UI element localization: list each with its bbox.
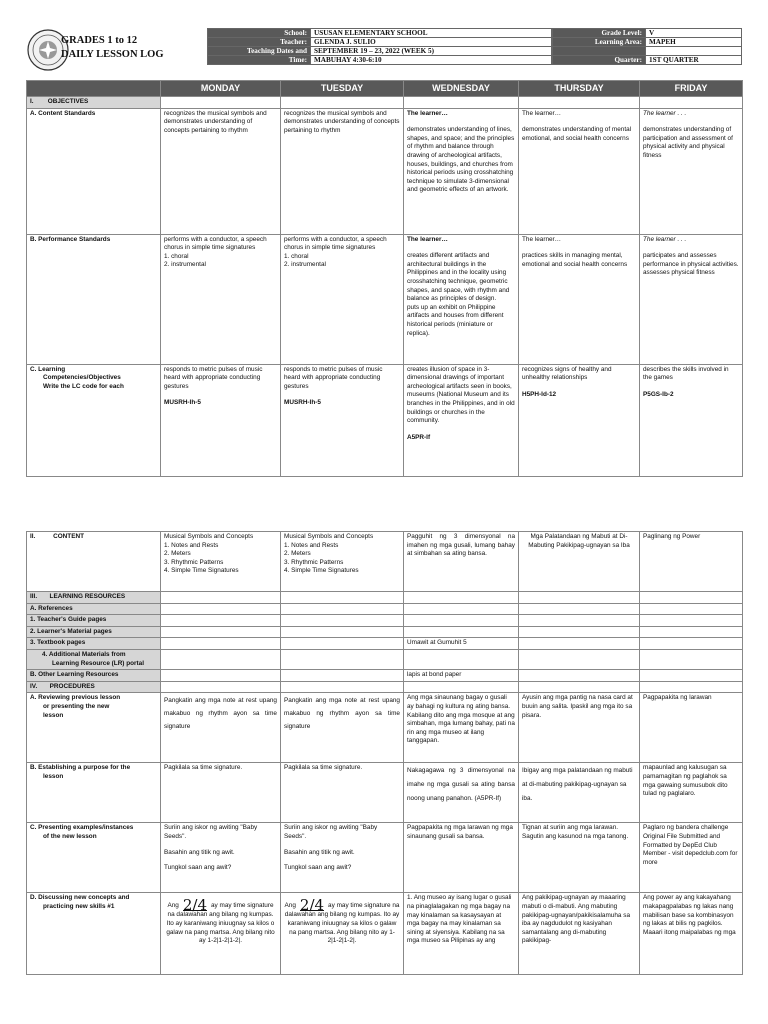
- day-monday: MONDAY: [161, 81, 281, 97]
- examples-label: [27, 823, 161, 893]
- lc-thu-text: recognizes signs of healthy and unhealthy relationships: [522, 365, 612, 382]
- ps-tue: [281, 234, 404, 364]
- examples-label-line: C. Presenting examples/instances: [30, 824, 134, 832]
- lc-tue-code: MUSRH-Ih-5: [284, 399, 321, 407]
- header: [26, 28, 742, 72]
- tg-label: 1. Teacher's Guide pages: [27, 615, 161, 627]
- objectives-num: I.: [30, 98, 34, 105]
- content-mon-item: 4. Simple Time Signatures: [164, 567, 239, 575]
- ps-fri-text2: assesses physical fitness: [643, 269, 715, 277]
- review-thu: Ayusin ang mga pantig na nasa card at buuin ang salita. Ipaskil ang mga ito sa pisara.: [519, 693, 640, 763]
- resources-heading: [27, 592, 161, 604]
- form-title-dll: DAILY LESSON LOG: [61, 49, 164, 60]
- purpose-tue: Pagkilala sa time signature.: [281, 763, 404, 823]
- cs-fri-text: demonstrates understanding of participation and assessment of physical activity and physical fitness: [643, 126, 733, 159]
- purpose-mon: Pagkilala sa time signature.: [161, 763, 281, 823]
- procedures-heading: [27, 681, 161, 693]
- content-tue-item: 1. Notes and Rests: [284, 541, 339, 549]
- other-resources-label: B. Other Learning Resources: [27, 670, 161, 682]
- examples-fri-text: Paglaro ng bandera challenge: [643, 824, 729, 832]
- references-label: A. References: [27, 603, 161, 615]
- competencies-label-line: Competencies/Objectives: [43, 374, 121, 382]
- lr-label-line: Learning Resource (LR) portal: [52, 659, 144, 667]
- ps-fri: [640, 234, 743, 364]
- ps-fri-head: The learner . . .: [643, 235, 687, 243]
- review-label: [27, 693, 161, 763]
- cs-mon: recognizes the musical symbols and demonstrates understanding of concepts pertaining to rhythm: [161, 108, 281, 234]
- lc-fri-text: describes the skills involved in the games: [643, 365, 729, 382]
- examples-mon-line: Tungkol saan ang awit?: [164, 864, 232, 872]
- lesson-log-table: [26, 80, 743, 477]
- examples-tue-line: Suriin ang iskor ng awiting "Baby Seeds".: [284, 824, 378, 840]
- corner-cell: [27, 81, 161, 97]
- examples-fri-note: Original File Submitted and Formatted by DepEd Club Member - visit depedclub.com for more: [643, 832, 738, 866]
- purpose-label-line: lesson: [43, 772, 64, 780]
- content-standards-row: [27, 108, 743, 234]
- lc-tue: [281, 364, 404, 476]
- day-tuesday: TUESDAY: [281, 81, 404, 97]
- content-num: II.: [30, 533, 36, 540]
- competencies-label: [27, 364, 161, 476]
- ps-thu-text: practices skills in managing mental, emotional and social health concerns: [522, 252, 628, 268]
- review-mon: Pangkatin ang mga note at rest upang makabuo ng rhythm ayon sa time signature: [161, 693, 281, 763]
- discussing-mon-a: Ang: [167, 902, 179, 910]
- objectives-heading-row: [27, 97, 743, 109]
- discussing-thu: Ang pakikipag-ugnayan ay maaaring mabuti o di-mabuti. Ang mabuting pakikipag-ugnayan/pakikisalamuha sa iba ay nagdudulot ng kasiyahan samantalang ang di-mabuting pakikipag-: [519, 893, 640, 975]
- ps-thu: [519, 234, 640, 364]
- tb-row: [27, 638, 743, 650]
- content-thu: Mga Palatandaan ng Mabuti at Di-Mabuting Pakikipag-ugnayan sa Iba: [519, 532, 640, 592]
- lc-wed-code: A5PR-If: [407, 433, 431, 441]
- procedures-num: IV.: [30, 682, 38, 690]
- discussing-label-line: D. Discussing new concepts and: [30, 894, 130, 902]
- info-right-table: [552, 28, 742, 65]
- learning-area-label: Learning Area:: [553, 38, 646, 47]
- day-header-row: [27, 81, 743, 97]
- grade-level-label: Grade Level:: [553, 29, 646, 38]
- learning-area-value: MAPEH: [646, 38, 742, 47]
- review-wed: Ang mga sinaunang bagay o gusali ay bahagi ng kultura ng ating bansa. Kabilang dito ang mga mosque at ang simbahan, mga lumang bahay, pati na rin ang mga museo at ilang tanggapan.: [404, 693, 519, 763]
- review-tue: Pangkatin ang mga note at rest upang makabuo ng rhythm ayon sa time signature: [281, 693, 404, 763]
- lr-row: [27, 649, 743, 669]
- purpose-wed: Nakagagawa ng 3 dimensyonal na imahe ng mga gusali sa ating bansa noong unang panahon. (A5PR-If): [404, 763, 519, 823]
- cs-thu-head: The learner…: [522, 109, 562, 117]
- ps-tue-item: 2. instrumental: [284, 261, 326, 269]
- ps-mon: [161, 234, 281, 364]
- lm-row: [27, 626, 743, 638]
- content-mon-item: 2. Meters: [164, 550, 191, 558]
- procedures-label: PROCEDURES: [49, 682, 95, 690]
- teacher-label: Teacher:: [208, 38, 311, 47]
- review-label-line: A. Reviewing previous lesson: [30, 694, 121, 702]
- ps-tue-item: 1. choral: [284, 252, 309, 260]
- examples-mon-line: Suriin ang iskor ng awiting "Baby Seeds".: [164, 824, 258, 840]
- quarter-value: 1ST QUARTER: [646, 56, 742, 65]
- examples-wed: Pagpapakita ng mga larawan ng mga sinaunang gusali sa bansa.: [404, 823, 519, 893]
- ps-mon-item: 1. choral: [164, 252, 189, 260]
- content-tue: [281, 532, 404, 592]
- form-title-grades: GRADES 1 to 12: [61, 35, 138, 46]
- discussing-mon: [161, 893, 281, 975]
- content-tue-item: 3. Rhythmic Patterns: [284, 558, 344, 566]
- discussing-tue-b: ay may time signature na dalawahan ang bilang ng kumpas. Ito ay karaniwang iniuugnay sa kilos o galaw na pang martsa. Ang bilang nito ay 1-2|1-2|1-2|.: [284, 902, 400, 945]
- purpose-label-line: B. Establishing a purpose for the: [30, 764, 131, 772]
- examples-tue-line: Tungkol saan ang awit?: [284, 864, 352, 872]
- ps-fri-text: participates and assesses performance in physical activities.: [643, 252, 739, 268]
- time-label: Time:: [208, 56, 311, 65]
- resources-label: LEARNING RESOURCES: [49, 593, 126, 600]
- purpose-row: [27, 763, 743, 823]
- time-value: MABUHAY 4:30-6:10: [311, 56, 552, 65]
- cs-fri-head: The learner . . .: [643, 109, 687, 117]
- ps-wed: [404, 234, 519, 364]
- other-resources-row: [27, 670, 743, 682]
- info-left-table: [207, 28, 552, 65]
- references-row: [27, 603, 743, 615]
- discussing-label: [27, 893, 161, 975]
- competencies-label-line: Write the LC code for each: [43, 382, 124, 390]
- other-resources-wed: lapis at bond paper: [404, 670, 519, 682]
- discussing-fri: Ang power ay ang kakayahang makapagpalabas ng lakas nang mabilisan base sa kombinasyon ng lakas at bilis ng pagkilos. Maaari itong maipalabas ng mga: [640, 893, 743, 975]
- content-mon: [161, 532, 281, 592]
- lr-label-line: 4. Additional Materials from: [42, 650, 126, 658]
- review-label-line: lesson: [43, 711, 64, 719]
- content-mon-title: Musical Symbols and Concepts: [164, 533, 254, 540]
- content-tue-item: 2. Meters: [284, 550, 311, 558]
- ps-wed-head: The learner…: [407, 235, 448, 243]
- cs-thu: [519, 108, 640, 234]
- review-row: [27, 693, 743, 763]
- review-label-line: or presenting the new: [43, 702, 110, 710]
- lc-mon-code: MUSRH-Ih-5: [164, 399, 201, 407]
- time-signature-icon: 2/4: [299, 896, 325, 915]
- lr-label: [27, 649, 161, 669]
- content-wed: Pagguhit ng 3 dimensyonal na imahen ng mga gusali, lumang bahay at simbahan sa ating bansa.: [404, 532, 519, 592]
- purpose-fri: mapaunlad ang kalusugan sa pamamagitan ng paglahok sa mga gawaing sumusubok dito tulad ng paglalaro.: [640, 763, 743, 823]
- ps-thu-head: The learner…: [522, 235, 562, 243]
- content-row: [27, 532, 743, 592]
- content-fri: Paglinang ng Power: [640, 532, 743, 592]
- lc-thu-code: H5PH-Id-12: [522, 390, 557, 398]
- school-label: School:: [208, 29, 311, 38]
- content-tue-title: Musical Symbols and Concepts: [284, 533, 374, 540]
- content-label: [27, 532, 161, 592]
- procedures-heading-row: [27, 681, 743, 693]
- discussing-label-line: practicing new skills #1: [43, 902, 115, 910]
- performance-standards-row: [27, 234, 743, 364]
- cs-wed-text: demonstrates understanding of lines, shapes, and space; and the principles of rhythm and balance through drawing of archeological artifacts, houses, buildings, and churches from historical periods using crosshatching technique to simulate 3-dimensional and geometric effects of an artwork.: [407, 126, 515, 194]
- ps-mon-text: performs with a conductor, a speech chorus in simple time signatures: [164, 235, 267, 252]
- discussing-mon-b: ay may time signature na dalawahan ang bilang ng kumpas. Ito ay karaniwang iniuugnay sa kilos o galaw na pang martsa. Ang bilang nito ay 1-2|1-2|1-2|.: [166, 902, 275, 945]
- lesson-log-table-2: [26, 531, 743, 975]
- lm-label: 2. Learner's Material pages: [27, 626, 161, 638]
- discussing-tue: [281, 893, 404, 975]
- examples-label-line: of the new lesson: [43, 832, 97, 840]
- day-thursday: THURSDAY: [519, 81, 640, 97]
- dates-label: Teaching Dates and: [208, 47, 311, 56]
- dates-value: SEPTEMBER 19 – 23, 2022 (WEEK 5): [311, 47, 552, 56]
- discussing-row: [27, 893, 743, 975]
- content-label-text: CONTENT: [53, 533, 84, 540]
- cs-wed-head: The learner…: [407, 109, 448, 117]
- tg-row: [27, 615, 743, 627]
- ps-tue-text: performs with a conductor, a speech chorus in simple time signatures: [284, 235, 387, 252]
- objectives-label: OBJECTIVES: [47, 98, 89, 105]
- cs-wed: [404, 108, 519, 234]
- day-wednesday: WEDNESDAY: [404, 81, 519, 97]
- day-friday: FRIDAY: [640, 81, 743, 97]
- examples-row: [27, 823, 743, 893]
- cs-thu-text: demonstrates understanding of mental emotional, and social health concerns: [522, 126, 632, 142]
- content-mon-item: 1. Notes and Rests: [164, 541, 219, 549]
- lc-fri-code: P5GS-Ib-2: [643, 390, 674, 398]
- blank-label: [553, 47, 646, 56]
- purpose-thu: Ibigay ang mga palatandaan ng mabuti at di-mabuting pakikipag-ugnayan sa iba.: [519, 763, 640, 823]
- purpose-label: [27, 763, 161, 823]
- resources-num: III.: [30, 593, 38, 600]
- cs-tue: recognizes the musical symbols and demonstrates understanding of concepts pertaining to rhythm: [281, 108, 404, 234]
- ps-mon-item: 2. instrumental: [164, 261, 206, 269]
- competencies-row: [27, 364, 743, 476]
- competencies-label-line: C. Learning: [30, 365, 66, 373]
- quarter-label: Quarter:: [553, 56, 646, 65]
- lc-wed-text: creates illusion of space in 3-dimensional drawings of important archeological artifacts seen in books, museums (National Museum and its branches in the Philippines, and in old buildings or churches in the community.: [407, 365, 515, 425]
- objectives-heading: [27, 97, 161, 109]
- lc-fri: [640, 364, 743, 476]
- grade-level-value: V: [646, 29, 742, 38]
- content-mon-item: 3. Rhythmic Patterns: [164, 558, 224, 566]
- examples-tue-line: Basahin ang titik ng awit.: [284, 848, 355, 856]
- time-signature-icon: 2/4: [182, 896, 207, 915]
- ps-wed-text2: puts up an exhibit on Philippine artifacts and houses from different historical periods (miniature or replica).: [407, 303, 504, 337]
- blank-value: [646, 47, 742, 56]
- review-fri: Pagpapakita ng larawan: [640, 693, 743, 763]
- discussing-tue-a: Ang: [284, 902, 296, 910]
- lc-tue-text: responds to metric pulses of music heard with appropriate conducting gestures: [284, 365, 383, 390]
- resources-heading-row: [27, 592, 743, 604]
- lc-thu: [519, 364, 640, 476]
- lc-mon-text: responds to metric pulses of music heard with appropriate conducting gestures: [164, 365, 263, 390]
- lc-wed: [404, 364, 519, 476]
- tb-label: 3. Textbook pages: [27, 638, 161, 650]
- lc-mon: [161, 364, 281, 476]
- discussing-wed: 1. Ang museo ay isang lugar o gusali na pinaglalagakan ng mga bagay na may kinalaman sa kasaysayan at mga bagay na may kinalaman sa sining at siyensiya. Kabilang na sa mga museo sa Pilipinas ay ang: [404, 893, 519, 975]
- examples-mon: [161, 823, 281, 893]
- examples-thu: Tignan at suriin ang mga larawan. Sagutin ang kasunod na mga tanong.: [519, 823, 640, 893]
- cs-fri: [640, 108, 743, 234]
- examples-fri: [640, 823, 743, 893]
- ps-wed-text: creates different artifacts and architectural buildings in the Philippines and in the locality using crosshatching technique, geometric shapes, and space, with rhythm and balance as principles of design.: [407, 252, 510, 303]
- examples-tue: [281, 823, 404, 893]
- tb-wed: Umawit at Gumuhit 5: [404, 638, 519, 650]
- school-value: USUSAN ELEMENTARY SCHOOL: [311, 29, 552, 38]
- content-tue-item: 4. Simple Time Signatures: [284, 567, 359, 575]
- teacher-value: GLENDA J. SULIO: [311, 38, 552, 47]
- examples-mon-line: Basahin ang titik ng awit.: [164, 848, 235, 856]
- content-standards-label: A. Content Standards: [27, 108, 161, 234]
- performance-standards-label: B. Performance Standards: [27, 234, 161, 364]
